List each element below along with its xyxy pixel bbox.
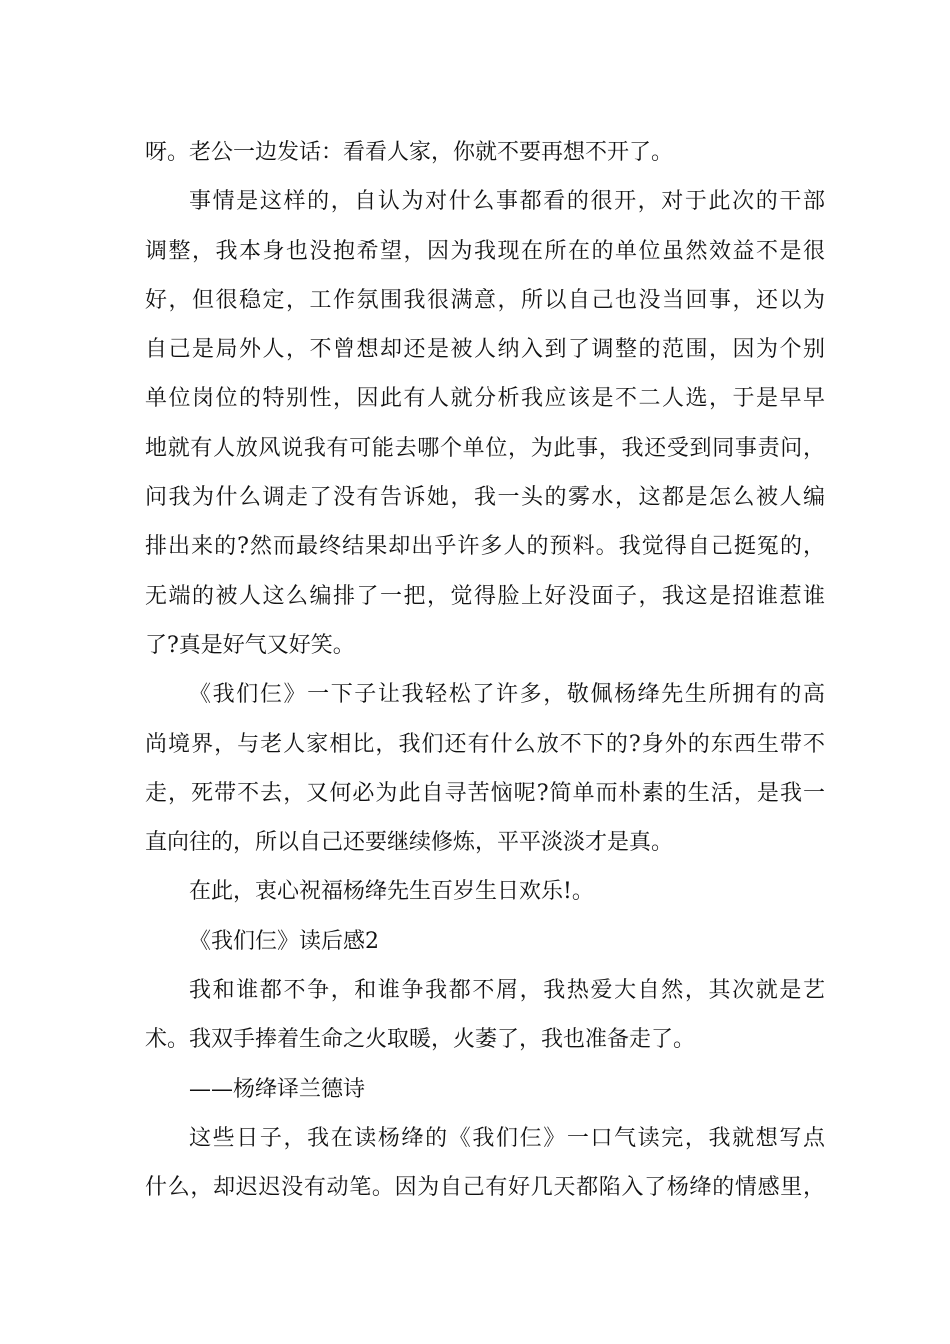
text-line: 呀。老公一边发话：看看人家，你就不要再想不开了。 (145, 140, 674, 165)
text-line: 在此，衷心祝福杨绛先生百岁生日欢乐!。 (189, 879, 594, 905)
text-line: 好，但很稳定，工作氛围我很满意，所以自己也没当回事，还以为 (145, 287, 825, 313)
text-line: 自己是局外人，不曾想却还是被人纳入到了调整的范围，因为个别 (145, 337, 825, 363)
text-line: 走，死带不去，又何必为此自寻苦恼呢?简单而朴素的生活，是我一 (145, 780, 825, 806)
text-line: 无端的被人这么编排了一把，觉得脸上好没面子，我这是招谁惹谁 (145, 583, 825, 609)
text-line: 地就有人放风说我有可能去哪个单位，为此事，我还受到同事责问， (145, 435, 825, 461)
text-line: 我和谁都不争，和谁争我都不屑，我热爱大自然，其次就是艺 (189, 978, 825, 1004)
text-line: 术。我双手捧着生命之火取暖，火萎了，我也准备走了。 (145, 1027, 696, 1053)
text-line: 《我们仨》一下子让我轻松了许多，敬佩杨绛先生所拥有的高 (189, 682, 825, 708)
text-line: 这些日子，我在读杨绛的《我们仨》一口气读完，我就想写点 (189, 1125, 825, 1151)
text-line: ——杨绛译兰德诗 (189, 1076, 366, 1102)
text-line: 问我为什么调走了没有告诉她，我一头的雾水，这都是怎么被人编 (145, 485, 825, 511)
text-line: 事情是这样的，自认为对什么事都看的很开，对于此次的干部 (189, 189, 825, 215)
text-line: 了?真是好气又好笑。 (145, 632, 355, 658)
text-line: 单位岗位的特别性，因此有人就分析我应该是不二人选，于是早早 (145, 386, 825, 412)
text-line: 什么，却迟迟没有动笔。因为自己有好几天都陷入了杨绛的情感里， (145, 1175, 825, 1201)
text-line: 排出来的?然而最终结果却出乎许多人的预料。我觉得自己挺冤的， (145, 534, 825, 560)
text-line: 直向往的，所以自己还要继续修炼，平平淡淡才是真。 (145, 830, 674, 856)
text-line: 尚境界，与老人家相比，我们还有什么放不下的?身外的东西生带不 (145, 731, 825, 757)
document-body (145, 128, 825, 1213)
text-line: 调整，我本身也没抱希望，因为我现在所在的单位虽然效益不是很 (145, 238, 825, 264)
text-line: 《我们仨》读后感2 (189, 928, 379, 954)
